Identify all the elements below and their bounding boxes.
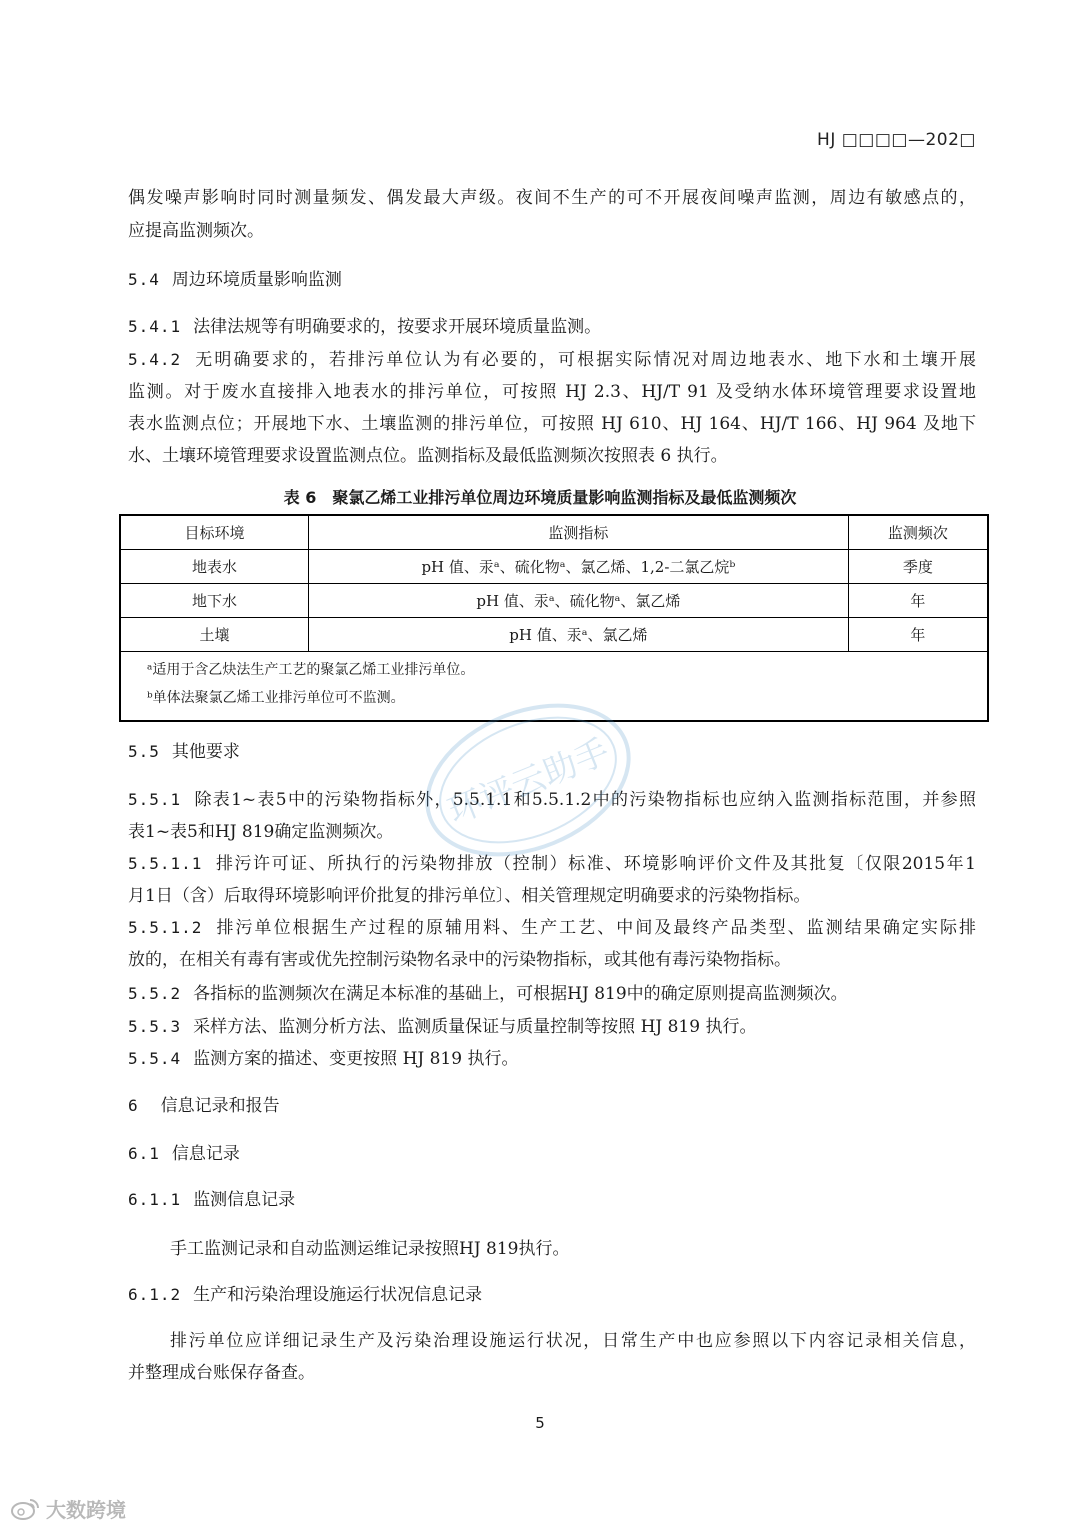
table-cell: 季度 xyxy=(848,550,988,584)
para-5-4-2-line-3: 表水监测点位；开展地下水、土壤监测的排污单位，可按照 HJ 610、HJ 164、HJ/T 166、HJ 964 及地下 xyxy=(128,414,976,434)
para-5-5-2 xyxy=(128,979,848,1004)
page-number: 5 xyxy=(535,1414,545,1432)
section-title: 其他要求 xyxy=(171,742,240,762)
watermark-text: 环评云助手 xyxy=(442,731,616,833)
para-6-1-2-line-2: 并整理成台账保存备查。 xyxy=(128,1363,315,1383)
clause-number: 5.4.2 xyxy=(128,350,182,369)
para-5-4-1 xyxy=(128,312,601,337)
section-title: 生产和污染治理设施运行状况信息记录 xyxy=(193,1285,483,1305)
para-5-5-4 xyxy=(128,1044,518,1069)
clause-number: 5.5.1 xyxy=(128,790,182,809)
para-5-5-1-2-line-1 xyxy=(128,913,976,938)
standard-code: HJ □□□□—202□ xyxy=(817,130,976,150)
header-cell: 监测频次 xyxy=(848,515,988,550)
clause-text: 除表1~表5中的污染物指标外，5.5.1.1和5.5.1.2中的污染物指标也应纳入监测指标范围，并参照 xyxy=(193,790,976,810)
para-6-1-1: 手工监测记录和自动监测运维记录按照HJ 819执行。 xyxy=(170,1239,570,1259)
table-cell: pH 值、汞ᵃ、氯乙烯 xyxy=(309,618,849,652)
para-5-5-1-1-line-1 xyxy=(128,849,976,874)
clause-number: 5.5.1.1 xyxy=(128,854,203,873)
intro-line-1: 偶发噪声影响时同时测量频发、偶发最大声级。夜间不生产的可不开展夜间噪声监测，周边有敏感点的， xyxy=(128,188,976,208)
table-caption: 表 6 聚氯乙烯工业排污单位周边环境质量影响监测指标及最低监测频次 xyxy=(283,488,797,507)
section-number: 5.4 xyxy=(128,270,160,289)
section-title: 信息记录和报告 xyxy=(160,1096,280,1116)
section-title: 周边环境质量影响监测 xyxy=(171,270,342,290)
para-5-5-1-2-line-2: 放的，在相关有毒有害或优先控制污染物名录中的污染物指标，或其他有毒污染物指标。 xyxy=(128,950,791,970)
para-5-4-2-line-4: 水、土壤环境管理要求设置监测点位。监测指标及最低监测频次按照表 6 执行。 xyxy=(128,446,728,466)
footer-watermark xyxy=(10,1494,126,1523)
section-6-1-2-heading xyxy=(128,1280,482,1305)
header-cell: 监测指标 xyxy=(309,515,849,550)
clause-text: 无明确要求的，若排污单位认为有必要的，可根据实际情况对周边地表水、地下水和土壤开展 xyxy=(193,350,976,370)
section-number: 6.1 xyxy=(128,1144,160,1163)
clause-number: 5.5.3 xyxy=(128,1017,182,1036)
table-cell: 地下水 xyxy=(120,584,309,618)
header-cell: 目标环境 xyxy=(120,515,309,550)
section-6-1-heading xyxy=(128,1139,240,1164)
table-cell: pH 值、汞ᵃ、硫化物ᵃ、氯乙烯、1,2-二氯乙烷ᵇ xyxy=(309,550,849,584)
section-number: 6.1.2 xyxy=(128,1285,182,1304)
section-title: 信息记录 xyxy=(171,1144,240,1164)
clause-number: 5.4.1 xyxy=(128,317,182,336)
section-number: 6.1.1 xyxy=(128,1190,182,1209)
para-5-4-2-line-1 xyxy=(128,345,976,370)
clause-number: 5.5.4 xyxy=(128,1049,182,1068)
para-5-4-2-line-2: 监测。对于废水直接排入地表水的排污单位，可按照 HJ 2.3、HJ/T 91 及受纳水体环境管理要求设置地 xyxy=(128,382,976,402)
clause-text: 法律法规等有明确要求的，按要求开展环境质量监测。 xyxy=(193,317,602,337)
section-5-5-heading xyxy=(128,737,240,762)
section-6-1-1-heading xyxy=(128,1185,295,1210)
table-note-a: ᵃ适用于含乙炔法生产工艺的聚氯乙烯工业排污单位。 xyxy=(147,662,475,678)
clause-number: 5.5.1.2 xyxy=(128,918,203,937)
weibo-logo-icon xyxy=(10,1497,40,1521)
clause-text: 排污许可证、所执行的污染物排放（控制）标准、环境影响评价文件及其批复〔仅限2015年1 xyxy=(214,854,976,874)
table-cell: 土壤 xyxy=(120,618,309,652)
section-title: 监测信息记录 xyxy=(193,1190,296,1210)
table-header-row xyxy=(120,515,988,550)
table-row xyxy=(120,584,988,618)
para-5-5-3 xyxy=(128,1012,756,1037)
para-5-5-1-1-line-2: 月1日（含）后取得环境影响评价批复的排污单位〕、相关管理规定明确要求的污染物指标。 xyxy=(128,886,811,906)
table-cell: pH 值、汞ᵃ、硫化物ᵃ、氯乙烯 xyxy=(309,584,849,618)
section-6-heading xyxy=(128,1091,280,1116)
section-number: 6 xyxy=(128,1096,139,1115)
table-cell: 地表水 xyxy=(120,550,309,584)
intro-line-2: 应提高监测频次。 xyxy=(128,221,264,241)
para-5-5-1-line-2: 表1~表5和HJ 819确定监测频次。 xyxy=(128,822,394,842)
table-cell: 年 xyxy=(848,584,988,618)
clause-text: 监测方案的描述、变更按照 HJ 819 执行。 xyxy=(193,1049,519,1069)
table-cell: 年 xyxy=(848,618,988,652)
table-row xyxy=(120,550,988,584)
footer-watermark-text: 大数跨境 xyxy=(46,1498,126,1522)
para-6-1-2-line-1: 排污单位应详细记录生产及污染治理设施运行状况，日常生产中也应参照以下内容记录相关信息， xyxy=(170,1331,976,1351)
section-number: 5.5 xyxy=(128,742,160,761)
table-note-b: ᵇ单体法聚氯乙烯工业排污单位可不监测。 xyxy=(147,690,405,706)
clause-text: 各指标的监测频次在满足本标准的基础上，可根据HJ 819中的确定原则提高监测频次。 xyxy=(193,984,848,1004)
clause-text: 采样方法、监测分析方法、监测质量保证与质量控制等按照 HJ 819 执行。 xyxy=(193,1017,757,1037)
clause-number: 5.5.2 xyxy=(128,984,182,1003)
clause-text: 排污单位根据生产过程的原辅用料、生产工艺、中间及最终产品类型、监测结果确定实际排 xyxy=(214,918,976,938)
section-5-4-heading xyxy=(128,265,342,290)
table-row xyxy=(120,618,988,652)
